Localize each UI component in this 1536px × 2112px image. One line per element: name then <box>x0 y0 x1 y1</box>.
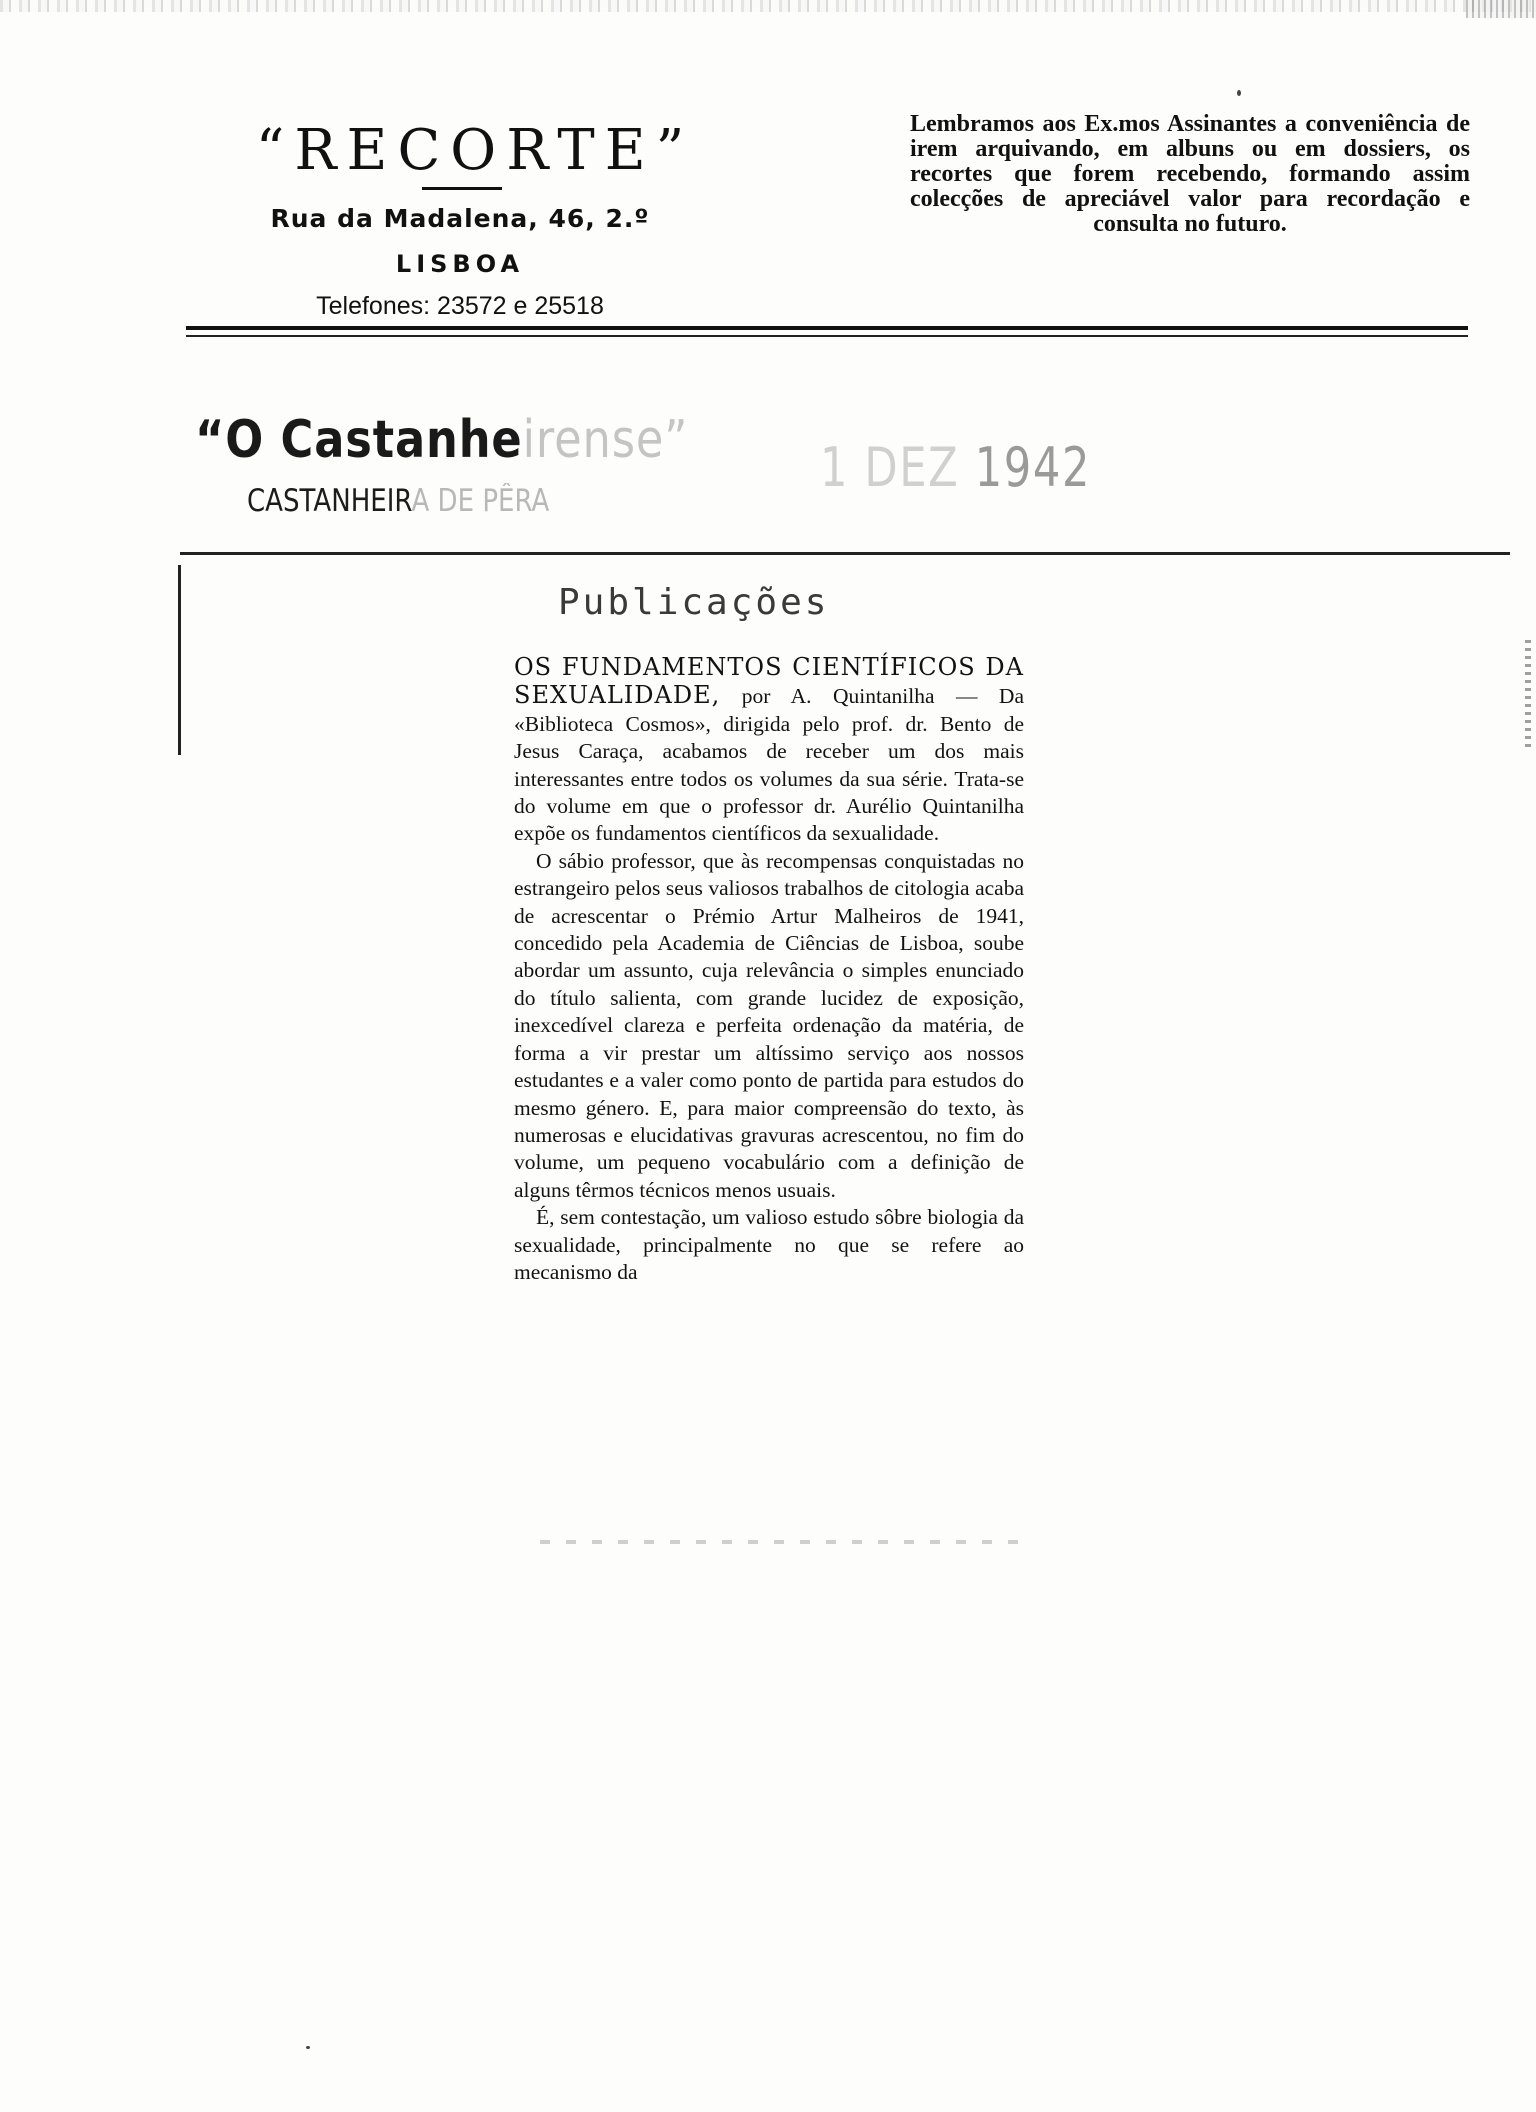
article-paragraph: O sábio professor, que às recompensas conquistadas no estrangeiro pelos seus valiosos trabalhos de citologia acaba de acrescentar o Prémio Artur Malheiros de 1941, concedido pela Academia de Ciências de Lisboa, soube abordar um assunto, cuja relevância o simples enunciado do título salienta, com grande lucidez de exposição, inexcedível clareza e perfeita ordenação da matéria, de forma a vir prestar um altíssimo serviço aos nossos estudantes e a valer como ponto de partida para estudos do mesmo género. E, para maior compreensão do texto, às numerosas e elucidativas gravuras acrescentou, no fim do volume, um pequeno vocabulário com a definição de alguns têrmos técnicos menos usuais. <box>514 848 1024 1202</box>
date-stamp-year: 1942 <box>974 436 1092 499</box>
scan-noise-top <box>0 0 1536 12</box>
subscriber-notice: Lembramos aos Ex.mos Assinantes a conveniência de irem arquivando, em albuns ou em dossiers, os recortes que forem recebendo, formando assim colecções de apreciável valor para recordação e consulta no futuro. <box>910 111 1470 237</box>
agency-address: Rua da Madalena, 46, 2.º <box>270 204 650 233</box>
scan-noise-corner <box>1466 0 1536 18</box>
newspaper-name-faded: irense” <box>522 410 689 470</box>
dust-speck <box>1237 90 1241 96</box>
agency-city: LISBOA <box>395 250 525 278</box>
header-rule <box>186 326 1468 330</box>
newspaper-town-stamp <box>247 483 549 519</box>
clipping-right-edge <box>1525 640 1531 750</box>
newspaper-name-stamp <box>195 410 688 470</box>
article-body <box>514 654 1024 1286</box>
section-title: Publicações <box>558 582 830 623</box>
date-stamp-day: 1 DEZ <box>820 436 975 499</box>
clipping-left-rule <box>178 565 181 755</box>
article-headline: OS FUNDAMENTOS CIENTÍFICOS DA SEXUALIDADE, <box>514 653 1024 710</box>
agency-phones: Telefones: 23572 e 25518 <box>316 292 604 320</box>
agency-title: “RECORTE” <box>255 118 695 183</box>
article-paragraph: É, sem contestação, um valioso estudo sôbre biologia da sexualidade, principalmente no que se refere ao mecanismo da <box>514 1205 1024 1284</box>
article-paragraph <box>514 654 1024 848</box>
newspaper-town-visible: CASTANHEIR <box>247 483 412 519</box>
newspaper-town-faded: A DE PÊRA <box>411 483 550 519</box>
header-rule-thin <box>186 335 1468 337</box>
date-stamp <box>820 436 1091 499</box>
article-intro: por A. Quintanilha — Da «Biblioteca Cosmos», dirigida pelo prof. dr. Bento de Jesus Caraça, acabamos de receber um dos mais interessantes entre todos os volumes da sua série. Trata-se do volume em que o professor dr. Aurélio Quintanilha expõe os fundamentos científicos da sexualidade. <box>514 684 1024 846</box>
clipping-cut-edge <box>540 1540 1020 1544</box>
newspaper-name-visible: “O Castanhe <box>195 410 523 470</box>
title-underline <box>422 187 502 190</box>
clipping-top-rule <box>180 552 1510 555</box>
dust-speck <box>306 2046 310 2049</box>
